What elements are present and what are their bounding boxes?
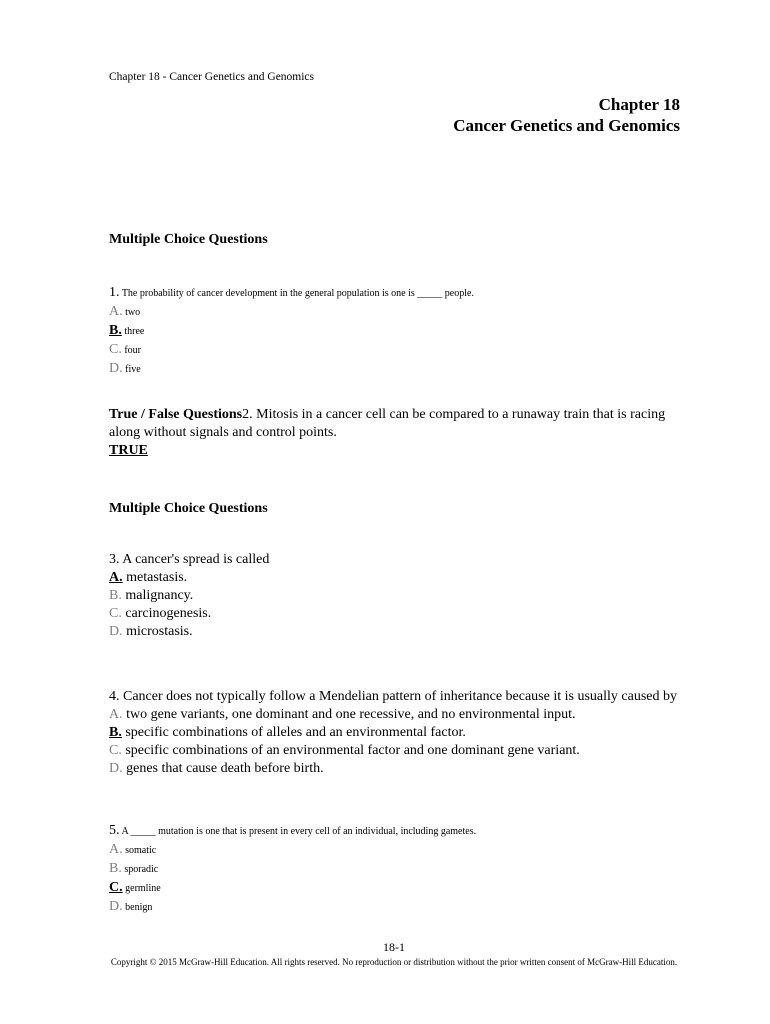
option-a: [109, 706, 679, 724]
chapter-number: Chapter 18: [598, 95, 680, 114]
question-2: [109, 406, 679, 460]
question-4: [109, 688, 679, 778]
option-d: [109, 898, 679, 917]
option-text: four: [124, 345, 142, 356]
option-text: specific combinations of an environmental factor and one dominant gene variant.: [125, 743, 580, 758]
question-stem: [109, 822, 679, 841]
option-b: [109, 724, 679, 742]
option-a: [109, 569, 679, 587]
option-d: [109, 360, 679, 379]
question-5: [109, 822, 679, 917]
page-number: 18-1: [383, 940, 405, 954]
option-text: genes that cause death before birth.: [126, 761, 324, 776]
option-text: five: [125, 364, 141, 375]
question-text: A _____ mutation is one that is present in every cell of an individual, including gametes.: [121, 826, 477, 837]
option-letter: C.: [109, 743, 122, 758]
section-heading-multiple-choice: Multiple Choice Questions: [109, 501, 268, 516]
question-number: 5.: [109, 823, 120, 838]
option-text: specific combinations of alleles and an environmental factor.: [125, 725, 466, 740]
option-c: [109, 605, 679, 623]
question-number: 1.: [109, 285, 120, 300]
question-stem: [109, 284, 679, 303]
chapter-title: [453, 94, 680, 136]
option-text: two gene variants, one dominant and one recessive, and no environmental input.: [126, 707, 576, 722]
option-text: three: [124, 326, 145, 337]
option-letter: D.: [109, 361, 123, 376]
option-b: [109, 322, 679, 341]
option-letter: C.: [109, 342, 122, 357]
answer: TRUE: [109, 443, 148, 458]
option-letter: A.: [109, 304, 123, 319]
option-text: sporadic: [124, 864, 159, 875]
question-text: 3. A cancer's spread is called: [109, 552, 270, 567]
option-a: [109, 841, 679, 860]
option-letter: A.: [109, 707, 123, 722]
correct-option-letter: B.: [109, 323, 122, 338]
option-text: malignancy.: [125, 588, 194, 603]
option-text: two: [125, 307, 141, 318]
section-heading-multiple-choice: Multiple Choice Questions: [109, 232, 268, 247]
option-text: somatic: [125, 845, 157, 856]
option-letter: D.: [109, 899, 123, 914]
correct-option-letter: A.: [109, 570, 123, 585]
option-c: [109, 879, 679, 898]
option-letter: D.: [109, 761, 123, 776]
option-text: microstasis.: [126, 624, 193, 639]
option-letter: C.: [109, 606, 122, 621]
option-letter: A.: [109, 842, 123, 857]
option-text: metastasis.: [126, 570, 188, 585]
question-text: 2. Mitosis in a cancer cell can be compared to a runaway train that is racing along without signals and control points.: [109, 407, 666, 440]
option-c: [109, 341, 679, 360]
running-head: Chapter 18 - Cancer Genetics and Genomics: [109, 71, 315, 83]
question-text: 4. Cancer does not typically follow a Mendelian pattern of inheritance because it is usually caused by: [109, 689, 677, 704]
question-1: [109, 284, 679, 379]
option-text: germline: [125, 883, 161, 894]
option-d: [109, 760, 679, 778]
option-letter: B.: [109, 588, 122, 603]
option-c: [109, 742, 679, 760]
option-text: benign: [125, 902, 153, 913]
option-a: [109, 303, 679, 322]
correct-option-letter: C.: [109, 880, 123, 895]
page-footer: [109, 940, 679, 968]
chapter-name: Cancer Genetics and Genomics: [453, 116, 680, 135]
option-b: [109, 587, 679, 605]
option-b: [109, 860, 679, 879]
question-3: [109, 551, 679, 641]
copyright-notice: Copyright © 2015 McGraw-Hill Education. All rights reserved. No reproduction or distribution without the prior written consent of McGraw-Hill Education.: [110, 957, 678, 967]
section-heading-true-false: True / False Questions: [109, 407, 243, 422]
question-text: The probability of cancer development in the general population is one is _____ people.: [121, 288, 474, 299]
option-letter: D.: [109, 624, 123, 639]
option-letter: B.: [109, 861, 122, 876]
correct-option-letter: B.: [109, 725, 122, 740]
option-text: carcinogenesis.: [125, 606, 212, 621]
option-d: [109, 623, 679, 641]
